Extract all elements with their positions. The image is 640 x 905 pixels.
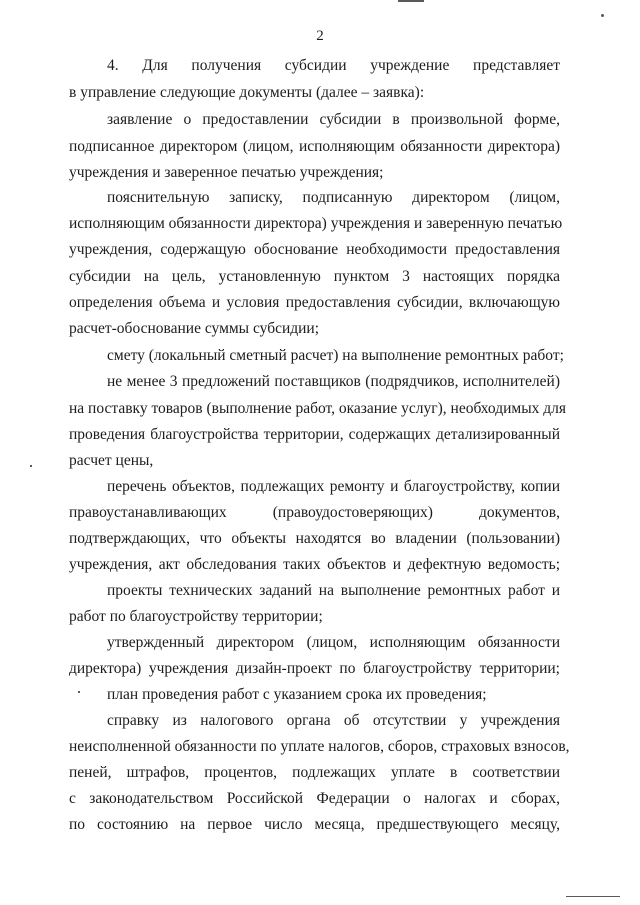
scan-artifact <box>78 691 80 693</box>
text-line: заявление о предоставлении субсидии в произвольной форме, <box>107 111 560 128</box>
text-line: не менее 3 предложений поставщиков (подрядчиков, исполнителей) <box>107 373 560 390</box>
text-line: в управление следующие документы (далее – заявка): <box>69 84 425 101</box>
page-number: 2 <box>316 28 324 44</box>
text-line: по состоянию на первое число месяца, предшествующего месяцу, <box>69 816 560 833</box>
text-line: учреждения и заверенное печатью учреждения; <box>69 164 384 181</box>
text-line: пояснительную записку, подписанную директором (лицом, <box>107 189 560 206</box>
text-line: проекты технических заданий на выполнение ремонтных работ и <box>107 582 560 599</box>
text-line: учреждения, акт обследования таких объектов и дефектную ведомость; <box>69 556 560 573</box>
text-line: субсидии на цель, установленную пунктом 3 настоящих порядка <box>69 268 560 285</box>
scan-artifact <box>30 465 32 467</box>
text-line: план проведения работ с указанием срока их проведения; <box>107 686 487 703</box>
text-line: с законодательством Российской Федерации о налогах и сборах, <box>69 790 560 807</box>
text-line: пеней, штрафов, процентов, подлежащих уплате в соответствии <box>69 764 560 781</box>
text-line: учреждения, содержащую обоснование необходимости предоставления <box>69 241 560 258</box>
text-line: справку из налогового органа об отсутствии у учреждения <box>107 712 560 729</box>
text-line: правоустанавливающих (правоудостоверяющих) документов, <box>69 504 560 521</box>
scan-artifact <box>566 896 620 897</box>
text-line: директора) учреждения дизайн-проект по благоустройству территории; <box>69 660 560 677</box>
scan-artifact <box>601 14 604 17</box>
text-line: 4. Для получения субсидии учреждение представляет <box>107 57 560 74</box>
text-line: расчет-обоснование суммы субсидии; <box>69 320 320 337</box>
text-line: подтверждающих, что объекты находятся во владении (пользовании) <box>69 530 560 547</box>
text-line: на поставку товаров (выполнение работ, оказание услуг), необходимых для <box>69 400 566 417</box>
text-line: подписанное директором (лицом, исполняющим обязанности директора) <box>69 138 560 155</box>
text-line: неисполненной обязанности по уплате налогов, сборов, страховых взносов, <box>69 738 570 755</box>
text-line: смету (локальный сметный расчет) на выполнение ремонтных работ; <box>107 347 564 364</box>
text-line: расчет цены, <box>69 452 154 469</box>
text-line: утвержденный директором (лицом, исполняющим обязанности <box>107 634 560 651</box>
text-line: проведения благоустройства территории, содержащих детализированный <box>69 426 560 443</box>
text-line: перечень объектов, подлежащих ремонту и благоустройству, копии <box>107 478 560 495</box>
text-line: определения объема и условия предоставления субсидии, включающую <box>69 294 560 311</box>
scan-artifact <box>398 0 424 2</box>
text-line: работ по благоустройству территории; <box>69 608 323 625</box>
text-line: исполняющим обязанности директора) учреждения и заверенную печатью <box>69 215 563 232</box>
